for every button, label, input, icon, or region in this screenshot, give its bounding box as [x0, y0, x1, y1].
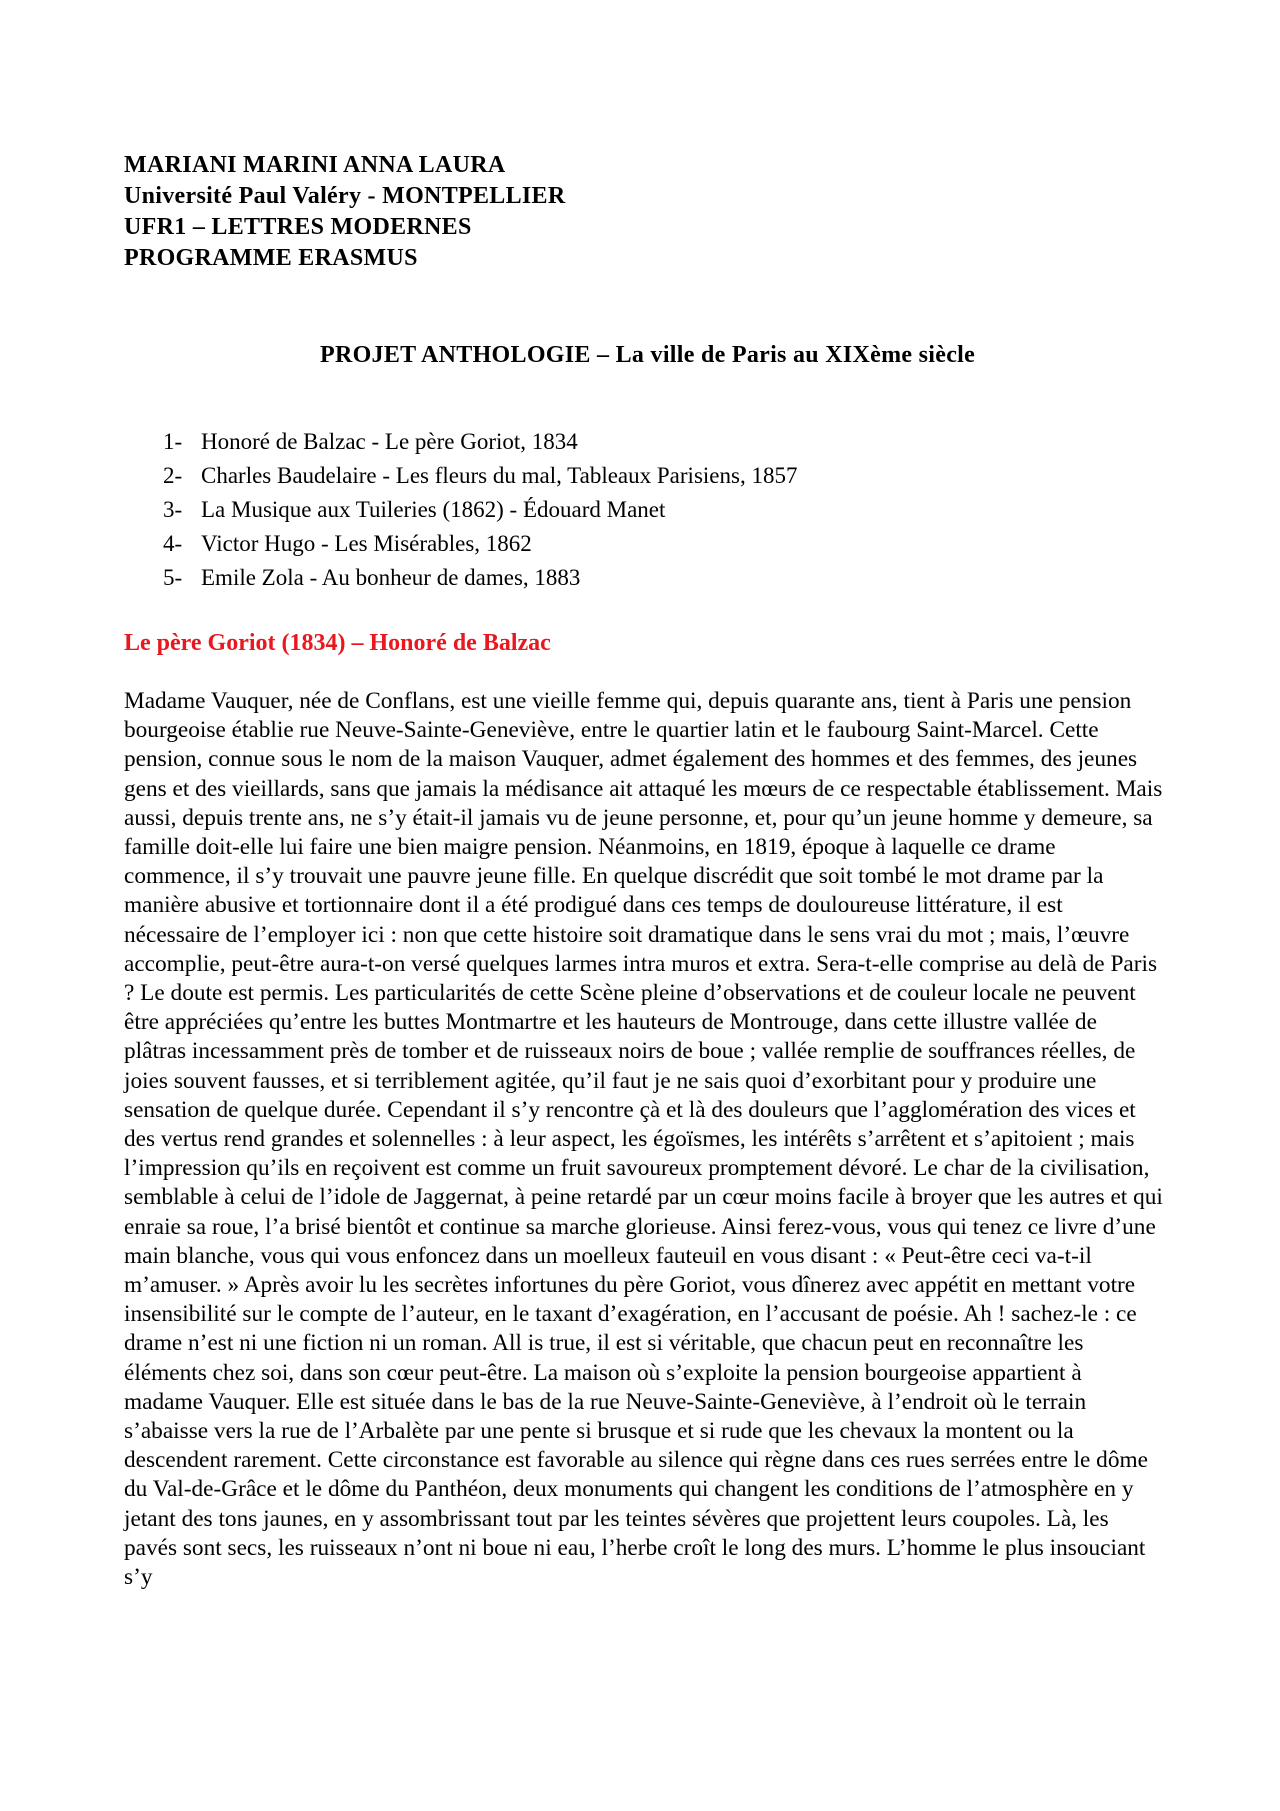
section-heading: Le père Goriot (1834) – Honoré de Balzac: [124, 630, 551, 656]
department-name: UFR1 – LETTRES MODERNES: [124, 214, 472, 240]
author-name: MARIANI MARINI ANNA LAURA: [124, 152, 506, 178]
list-item-number: 4-: [163, 531, 183, 556]
list-item-number: 3-: [163, 497, 183, 522]
list-item-number: 2-: [163, 463, 183, 488]
list-item-text: Victor Hugo - Les Misérables, 1862: [201, 531, 532, 556]
author-header: [124, 150, 565, 274]
anthology-list: [163, 425, 797, 595]
list-item: [163, 493, 797, 527]
list-item: [163, 527, 797, 561]
list-item-number: 5-: [163, 565, 183, 590]
list-item-text: Charles Baudelaire - Les fleurs du mal, Tableaux Parisiens, 1857: [201, 463, 798, 488]
body-paragraph: Madame Vauquer, née de Conflans, est une vieille femme qui, depuis quarante ans, tient à Paris une pension bourgeoise établie rue Neuve-Sainte-Geneviève, entre le quartier latin et le faubourg Saint-Marcel. Cette pension, connue sous le nom de la maison Vauquer, admet également des hommes et des femmes, des jeunes gens et des vieillards, sans que jamais la médisance ait attaqué les mœurs de ce respectable établissement. Mais aussi, depuis trente ans, ne s’y était-il jamais vu de jeune personne, et, pour qu’un jeune homme y demeure, sa famille doit-elle lui faire une bien maigre pension. Néanmoins, en 1819, époque à laquelle ce drame commence, il s’y trouvait une pauvre jeune fille. En quelque discrédit que soit tombé le mot drame par la manière abusive et tortionnaire dont il a été prodigué dans ces temps de douloureuse littérature, il est nécessaire de l’employer ici : non que cette histoire soit dramatique dans le sens vrai du mot ; mais, l’œuvre accomplie, peut-être aura-t-on versé quelques larmes intra muros et extra. Sera-t-elle comprise au delà de Paris ? Le doute est permis. Les particularités de cette Scène pleine d’observations et de couleur locale ne peuvent être appréciées qu’entre les buttes Montmartre et les hauteurs de Montrouge, dans cette illustre vallée de plâtras incessamment près de tomber et de ruisseaux noirs de boue ; vallée remplie de souffrances réelles, de joies souvent fausses, et si terriblement agitée, qu’il faut je ne sais quoi d’exorbitant pour y produire une sensation de quelque durée. Cependant il s’y rencontre çà et là des douleurs que l’agglomération des vices et des vertus rend grandes et solennelles : à leur aspect, les égoïsmes, les intérêts s’arrêtent et s’apitoient ; mais l’impression qu’ils en reçoivent est comme un fruit savoureux promptement dévoré. Le char de la civilisation, semblable à celui de l’idole de Jaggernat, à peine retardé par un cœur moins facile à broyer que les autres et qui enraie sa roue, l’a brisé bientôt et continue sa marche glorieuse. Ainsi ferez-vous, vous qui tenez ce livre d’une main blanche, vous qui vous enfoncez dans un moelleux fauteuil en vous disant : « Peut-être ceci va-t-il m’amuser. » Après avoir lu les secrètes infortunes du père Goriot, vous dînerez avec appétit en mettant votre insensibilité sur le compte de l’auteur, en le taxant d’exagération, en l’accusant de poésie. Ah ! sachez-le : ce drame n’est ni une fiction ni un roman. All is true, il est si véritable, que chacun peut en reconnaître les éléments chez soi, dans son cœur peut-être. La maison où s’exploite la pension bourgeoise appartient à madame Vauquer. Elle est située dans le bas de la rue Neuve-Sainte-Geneviève, à l’endroit où le terrain s’abaisse vers la rue de l’Arbalète par une pente si brusque et si rude que les chevaux la montent ou la descendent rarement. Cette circonstance est favorable au silence qui règne dans ces rues serrées entre le dôme du Val-de-Grâce et le dôme du Panthéon, deux monuments qui changent les conditions de l’atmosphère en y jetant des tons jaunes, en y assombrissant tout par les teintes sévères que projettent leurs coupoles. Là, les pavés sont secs, les ruisseaux n’ont ni boue ni eau, l’herbe croît le long des murs. L’homme le plus insouciant s’y: [124, 688, 1163, 1591]
list-item-text: Emile Zola - Au bonheur de dames, 1883: [201, 565, 581, 590]
program-name: PROGRAMME ERASMUS: [124, 245, 418, 271]
list-item-text: La Musique aux Tuileries (1862) - Édouard Manet: [201, 497, 666, 522]
list-item: [163, 561, 797, 595]
list-item: [163, 459, 797, 493]
list-item-number: 1-: [163, 429, 183, 454]
university-name: Université Paul Valéry - MONTPELLIER: [124, 183, 566, 209]
document-title: PROJET ANTHOLOGIE – La ville de Paris au XIXème siècle: [320, 342, 976, 368]
list-item-text: Honoré de Balzac - Le père Goriot, 1834: [201, 429, 578, 454]
list-item: [163, 425, 797, 459]
